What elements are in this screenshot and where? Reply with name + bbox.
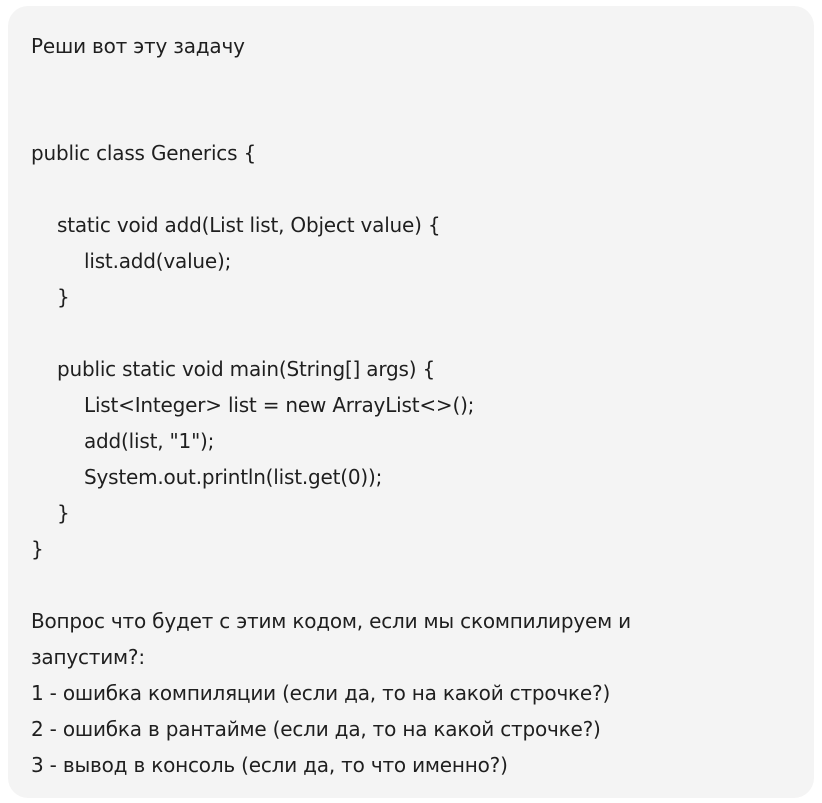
user-message-bubble bbox=[8, 6, 814, 798]
answer-option-2: 2 - ошибка в рантайме (если да, то на какой строчке?) bbox=[31, 717, 601, 741]
code-main-line-3: System.out.println(list.get(0)); bbox=[84, 465, 383, 489]
code-main-close: } bbox=[57, 501, 70, 525]
code-main-line-2: add(list, "1"); bbox=[84, 429, 215, 453]
code-add-signature: static void add(List list, Object value) { bbox=[57, 213, 441, 237]
question-line-2: запустим?: bbox=[31, 645, 145, 669]
code-add-close: } bbox=[57, 285, 70, 309]
question-line-1: Вопрос что будет с этим кодом, если мы скомпилируем и bbox=[31, 609, 631, 633]
code-main-line-1: List<Integer> list = new ArrayList<>(); bbox=[84, 393, 475, 417]
code-main-signature: public static void main(String[] args) { bbox=[57, 357, 436, 381]
code-class-open: public class Generics { bbox=[31, 141, 256, 165]
code-class-close: } bbox=[31, 537, 44, 561]
code-add-body: list.add(value); bbox=[84, 249, 232, 273]
answer-option-3: 3 - вывод в консоль (если да, то что именно?) bbox=[31, 753, 508, 777]
message-intro: Реши вот эту задачу bbox=[31, 34, 245, 58]
answer-option-1: 1 - ошибка компиляции (если да, то на какой строчке?) bbox=[31, 681, 611, 705]
